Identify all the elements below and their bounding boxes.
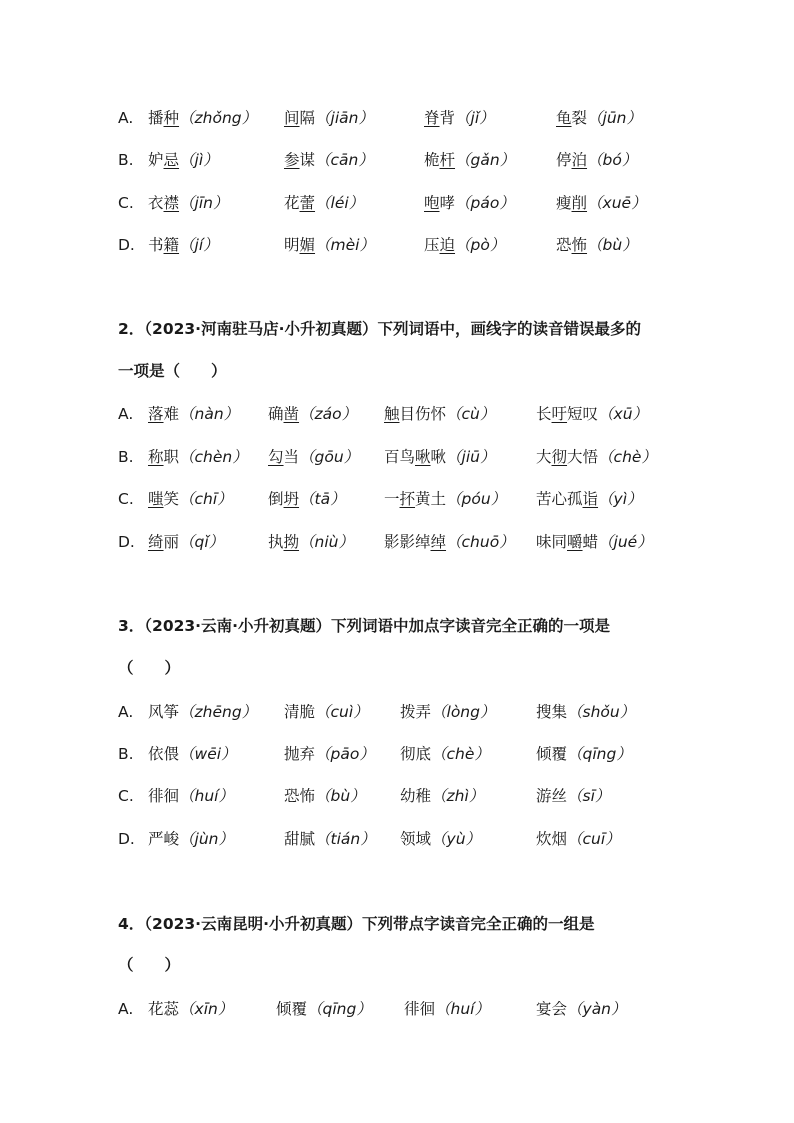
word-item xyxy=(148,997,233,1021)
word-prefix: 游丝 xyxy=(536,787,568,805)
pinyin: （lòng） xyxy=(431,703,496,721)
word-item xyxy=(536,827,621,851)
word-suffix: 笑 xyxy=(163,490,180,508)
pinyin: （huí） xyxy=(179,787,234,805)
word-item xyxy=(536,784,610,808)
option-label: B. xyxy=(118,448,134,466)
pinyin: （páo） xyxy=(455,194,515,212)
word-item xyxy=(424,148,515,172)
underlined-character: 削 xyxy=(571,194,588,212)
word-prefix: 严峻 xyxy=(148,830,180,848)
underlined-character: 脊 xyxy=(424,109,440,127)
word-prefix: 恐 xyxy=(556,236,572,254)
pinyin: （zhēng） xyxy=(179,703,258,721)
option-label: C. xyxy=(118,490,134,508)
word-prefix: 风筝 xyxy=(148,703,180,721)
word-item xyxy=(284,827,376,851)
pinyin: （mèi） xyxy=(315,236,375,254)
pinyin: （jùn） xyxy=(179,830,234,848)
pinyin: （tā） xyxy=(299,490,346,508)
underlined-character: 间 xyxy=(284,109,300,127)
word-prefix: 恐怖 xyxy=(284,787,316,805)
underlined-character: 蕾 xyxy=(299,194,316,212)
word-item xyxy=(148,530,224,554)
underlined-character: 迫 xyxy=(439,236,456,254)
word-item xyxy=(384,530,515,554)
pinyin: （jí） xyxy=(179,236,219,254)
word-prefix: 抛弃 xyxy=(284,745,316,763)
word-item xyxy=(556,106,642,130)
word-item xyxy=(276,997,372,1021)
underlined-character: 媚 xyxy=(299,236,316,254)
underlined-character: 种 xyxy=(163,109,180,127)
word-item xyxy=(404,997,490,1021)
underlined-character: 绰 xyxy=(430,533,447,551)
underlined-character: 襟 xyxy=(163,194,180,212)
option-label: D. xyxy=(118,533,135,551)
word-item xyxy=(148,148,219,172)
word-item xyxy=(536,487,643,511)
pinyin: （pāo） xyxy=(315,745,375,763)
word-item xyxy=(400,784,484,808)
option-label: D. xyxy=(118,236,135,254)
word-item xyxy=(384,445,495,469)
word-prefix: 徘徊 xyxy=(404,1000,436,1018)
word-prefix: 影影绰 xyxy=(384,533,431,551)
pinyin: （nàn） xyxy=(179,405,240,423)
pinyin: （jiū） xyxy=(446,448,496,466)
word-suffix: 谋 xyxy=(299,151,316,169)
option-label: A. xyxy=(118,703,134,721)
pinyin: （chè） xyxy=(431,745,490,763)
word-item xyxy=(536,700,635,724)
option-label: C. xyxy=(118,787,134,805)
word-prefix: 清脆 xyxy=(284,703,316,721)
pinyin: （sī） xyxy=(567,787,611,805)
word-item xyxy=(148,106,257,130)
pinyin: （qīng） xyxy=(307,1000,372,1018)
underlined-character: 落 xyxy=(148,405,164,423)
underlined-character: 忌 xyxy=(163,151,180,169)
underlined-character: 凿 xyxy=(283,405,300,423)
pinyin: （chuō） xyxy=(446,533,515,551)
underlined-character: 龟 xyxy=(556,109,572,127)
pinyin: （chī） xyxy=(179,490,233,508)
underlined-character: 彻 xyxy=(551,448,568,466)
word-prefix: 倾覆 xyxy=(276,1000,308,1018)
option-label: B. xyxy=(118,745,134,763)
word-prefix: 苦心孤 xyxy=(536,490,583,508)
underlined-character: 称 xyxy=(148,448,164,466)
underlined-character: 拗 xyxy=(283,533,300,551)
word-item xyxy=(556,191,647,215)
word-item xyxy=(148,784,234,808)
word-prefix: 倾覆 xyxy=(536,745,568,763)
word-suffix: 哮 xyxy=(439,194,456,212)
pinyin: （shǒu） xyxy=(567,703,636,721)
word-item xyxy=(424,106,495,130)
word-item xyxy=(148,445,248,469)
word-item xyxy=(268,402,357,426)
word-prefix: 大 xyxy=(536,448,552,466)
word-prefix: 花 xyxy=(284,194,300,212)
word-item xyxy=(556,233,638,257)
word-item xyxy=(400,742,490,766)
pinyin: （xuē） xyxy=(587,194,647,212)
word-prefix: 幼稚 xyxy=(400,787,432,805)
underlined-character: 咆 xyxy=(424,194,440,212)
pinyin: （gōu） xyxy=(299,448,360,466)
word-item xyxy=(148,742,237,766)
word-prefix: 味同 xyxy=(536,533,568,551)
option-label: A. xyxy=(118,405,134,423)
option-label: D. xyxy=(118,830,135,848)
word-item xyxy=(148,827,234,851)
word-item xyxy=(536,530,653,554)
underlined-character: 绮 xyxy=(148,533,164,551)
word-suffix: 蜡 xyxy=(582,533,599,551)
pinyin: （huí） xyxy=(435,1000,490,1018)
pinyin: （jì） xyxy=(179,151,219,169)
word-suffix: 背 xyxy=(439,109,456,127)
underlined-character: 抔 xyxy=(399,490,416,508)
word-prefix: 瘦 xyxy=(556,194,572,212)
pinyin: （cù） xyxy=(446,405,496,423)
word-item xyxy=(148,487,233,511)
pinyin: （cān） xyxy=(315,151,374,169)
option-label: A. xyxy=(118,1000,134,1018)
underlined-character: 诣 xyxy=(582,490,599,508)
pinyin: （chèn） xyxy=(179,448,248,466)
word-item xyxy=(400,700,495,724)
pinyin: （wēi） xyxy=(179,745,237,763)
word-item xyxy=(148,402,239,426)
underlined-character: 触 xyxy=(384,405,400,423)
word-item xyxy=(400,827,481,851)
word-item xyxy=(424,191,515,215)
word-item xyxy=(284,106,374,130)
word-suffix: 目伤怀 xyxy=(399,405,447,423)
word-item xyxy=(268,445,359,469)
q2-stem-cont: 一项是（ ） xyxy=(118,362,227,380)
word-prefix: 宴会 xyxy=(536,1000,568,1018)
pinyin: （jué） xyxy=(598,533,653,551)
word-item xyxy=(384,402,495,426)
pinyin: （cuī） xyxy=(567,830,621,848)
pinyin: （zhì） xyxy=(431,787,485,805)
word-suffix: 啾 xyxy=(430,448,447,466)
word-item xyxy=(536,742,632,766)
pinyin: （xīn） xyxy=(179,1000,234,1018)
pinyin: （zhǒng） xyxy=(179,109,258,127)
q4-stem: 4．（2023·云南昆明·小升初真题）下列带点字读音完全正确的一组是 xyxy=(118,915,595,933)
pinyin: （qīng） xyxy=(567,745,632,763)
word-prefix: 明 xyxy=(284,236,300,254)
pinyin: （póu） xyxy=(446,490,507,508)
word-item xyxy=(536,402,648,426)
word-suffix: 大悟 xyxy=(567,448,599,466)
word-item xyxy=(424,233,505,257)
word-item xyxy=(284,700,369,724)
word-item xyxy=(536,445,657,469)
pinyin: （tián） xyxy=(315,830,376,848)
pinyin: （niù） xyxy=(299,533,354,551)
word-prefix: 播 xyxy=(148,109,164,127)
underlined-character: 坍 xyxy=(283,490,300,508)
word-prefix: 领域 xyxy=(400,830,432,848)
pinyin: （léi） xyxy=(315,194,365,212)
word-item xyxy=(284,148,374,172)
q2-stem: 2．（2023·河南驻马店·小升初真题）下列词语中，画线字的读音错误最多的 xyxy=(118,320,641,338)
word-suffix: 当 xyxy=(283,448,300,466)
underlined-character: 怖 xyxy=(571,236,588,254)
word-item xyxy=(268,530,354,554)
pinyin: （yì） xyxy=(598,490,643,508)
option-label: B. xyxy=(118,151,134,169)
word-prefix: 衣 xyxy=(148,194,164,212)
word-item xyxy=(384,487,506,511)
word-item xyxy=(284,784,366,808)
word-prefix: 倒 xyxy=(268,490,284,508)
word-item xyxy=(284,233,375,257)
word-suffix: 裂 xyxy=(571,109,588,127)
option-label: C. xyxy=(118,194,134,212)
option-label: A. xyxy=(118,109,134,127)
word-prefix: 彻底 xyxy=(400,745,432,763)
word-item xyxy=(148,191,228,215)
pinyin: （jūn） xyxy=(587,109,642,127)
word-prefix: 长 xyxy=(536,405,552,423)
word-prefix: 花蕊 xyxy=(148,1000,180,1018)
pinyin: （jǐ） xyxy=(455,109,495,127)
underlined-character: 参 xyxy=(284,151,300,169)
word-item xyxy=(268,487,346,511)
word-prefix: 停 xyxy=(556,151,572,169)
pinyin: （pò） xyxy=(455,236,506,254)
word-prefix: 搜集 xyxy=(536,703,568,721)
word-suffix: 隔 xyxy=(299,109,316,127)
word-prefix: 百鸟 xyxy=(384,448,416,466)
word-prefix: 徘徊 xyxy=(148,787,180,805)
underlined-character: 勾 xyxy=(268,448,284,466)
pinyin: （jīn） xyxy=(179,194,229,212)
word-prefix: 桅 xyxy=(424,151,440,169)
word-item xyxy=(148,700,257,724)
word-prefix: 甜腻 xyxy=(284,830,316,848)
underlined-character: 啾 xyxy=(415,448,431,466)
q4-stem-cont: （ ） xyxy=(118,956,181,974)
word-prefix: 执 xyxy=(268,533,284,551)
pinyin: （xū） xyxy=(598,405,649,423)
pinyin: （chè） xyxy=(598,448,657,466)
word-prefix: 妒 xyxy=(148,151,164,169)
underlined-character: 吁 xyxy=(551,405,568,423)
underlined-character: 杆 xyxy=(439,151,456,169)
pinyin: （yàn） xyxy=(567,1000,627,1018)
pinyin: （cuì） xyxy=(315,703,369,721)
word-prefix: 压 xyxy=(424,236,440,254)
word-suffix: 难 xyxy=(163,405,180,423)
underlined-character: 嗤 xyxy=(148,490,164,508)
underlined-character: 泊 xyxy=(571,151,588,169)
word-prefix: 确 xyxy=(268,405,284,423)
word-prefix: 依偎 xyxy=(148,745,180,763)
word-item xyxy=(148,233,219,257)
pinyin: （gǎn） xyxy=(455,151,516,169)
q3-stem: 3．（2023·云南·小升初真题）下列词语中加点字读音完全正确的一项是 xyxy=(118,617,610,635)
pinyin: （qǐ） xyxy=(179,533,225,551)
underlined-character: 嚼 xyxy=(567,533,583,551)
pinyin: （bù） xyxy=(315,787,366,805)
underlined-character: 籍 xyxy=(163,236,180,254)
pinyin: （bù） xyxy=(587,236,638,254)
word-prefix: 书 xyxy=(148,236,164,254)
pinyin: （záo） xyxy=(299,405,358,423)
word-suffix: 丽 xyxy=(163,533,180,551)
word-item xyxy=(284,191,364,215)
word-item xyxy=(536,997,627,1021)
word-prefix: 拨弄 xyxy=(400,703,432,721)
word-suffix: 短叹 xyxy=(567,405,599,423)
pinyin: （bó） xyxy=(587,151,638,169)
q3-stem-cont: （ ） xyxy=(118,659,181,677)
word-suffix: 黄土 xyxy=(415,490,447,508)
word-prefix: 炊烟 xyxy=(536,830,568,848)
word-suffix: 职 xyxy=(163,448,180,466)
pinyin: （yù） xyxy=(431,830,482,848)
word-item xyxy=(284,742,375,766)
word-item xyxy=(556,148,637,172)
pinyin: （jiān） xyxy=(315,109,374,127)
word-prefix: 一 xyxy=(384,490,400,508)
